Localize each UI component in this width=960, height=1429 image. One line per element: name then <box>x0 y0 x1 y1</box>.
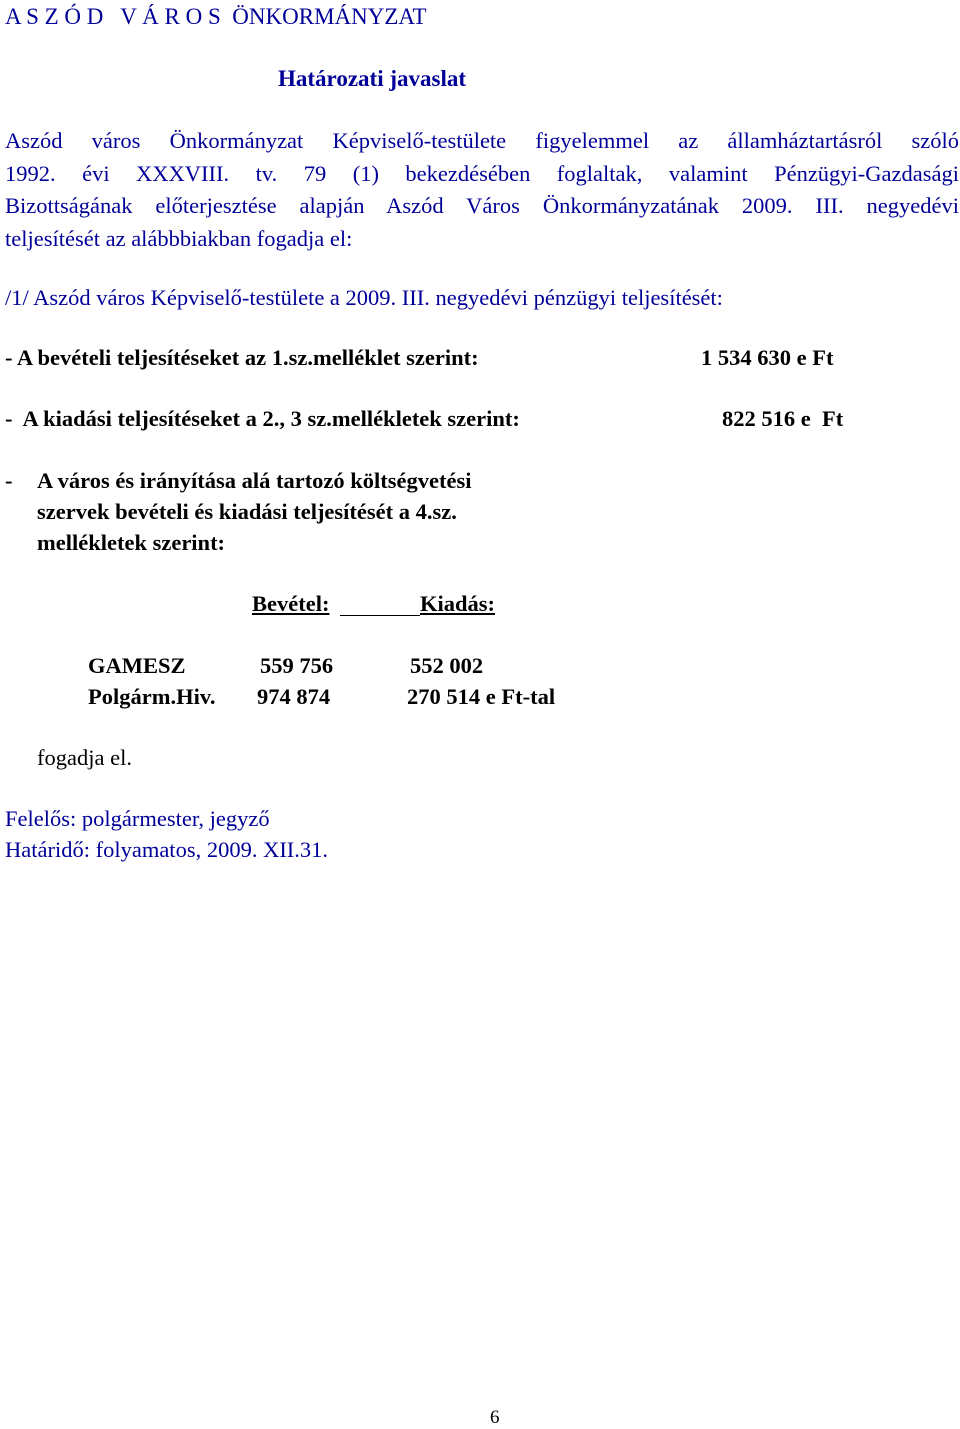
expense-item-amount: 822 516 e Ft <box>722 406 844 431</box>
table-row-2-name: Polgárm.Hiv. <box>88 684 216 709</box>
page-number: 6 <box>490 1407 500 1428</box>
intro-line-4: teljesítését az alábbbiakban fogadja el: <box>5 225 353 251</box>
intro-paragraph <box>5 125 959 255</box>
responsible-line: Felelős: polgármester, jegyző <box>5 806 270 831</box>
table-row-1-income: 559 756 <box>260 653 334 678</box>
item-3-line-2: szervek bevételi és kiadási teljesítését a 4.sz. <box>37 499 457 524</box>
deadline-line: Határidő: folyamatos, 2009. XII.31. <box>5 837 329 862</box>
table-row-2-income: 974 874 <box>257 684 331 709</box>
table-header-income: Bevétel: <box>252 591 330 616</box>
income-item-amount: 1 534 630 e Ft <box>701 345 834 370</box>
table-row-1-name: GAMESZ <box>88 653 186 678</box>
organization-header: A S Z Ó D V Á R O S ÖNKORMÁNYZAT <box>5 4 427 29</box>
table-row-2-expense: 270 514 e Ft-tal <box>407 684 556 709</box>
document-title: Határozati javaslat <box>278 66 467 91</box>
table-row-1-expense: 552 002 <box>410 653 484 678</box>
table-header-expense: Kiadás: <box>420 591 496 616</box>
expense-item-label: - A kiadási teljesítéseket a 2., 3 sz.mellékletek szerint: <box>5 406 520 431</box>
intro-line-1: Aszód város Önkormányzat Képviselő-testülete figyelemmel az államháztartásról szóló <box>5 128 959 153</box>
item-3-line-3: mellékletek szerint: <box>37 530 226 555</box>
item-3-dash: - <box>5 468 13 493</box>
accept-text: fogadja el. <box>37 745 132 770</box>
intro-line-3: Bizottságának előterjesztése alapján Aszód Város Önkormányzatának 2009. III. negyedévi <box>5 193 959 218</box>
point-1-text: /1/ Aszód város Képviselő-testülete a 2009. III. negyedévi pénzügyi teljesítését: <box>5 285 723 310</box>
income-item-label: - A bevételi teljesítéseket az 1.sz.melléklet szerint: <box>5 345 479 370</box>
header-underline-gap <box>340 615 420 616</box>
item-3-line-1: A város és irányítása alá tartozó költségvetési <box>37 468 472 493</box>
intro-line-2: 1992. évi XXXVIII. tv. 79 (1) bekezdésében foglaltak, valamint Pénzügyi-Gazdasági <box>5 160 959 186</box>
